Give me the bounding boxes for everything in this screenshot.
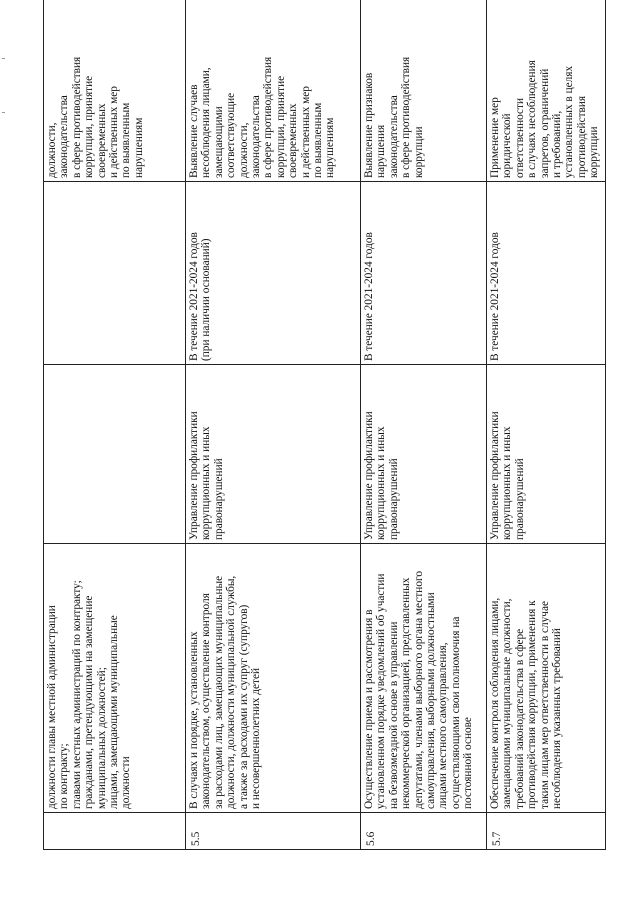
responsible-unit: Управление профилактики коррупционных и иных правонарушений (361, 365, 487, 544)
table-row (487, 0, 606, 850)
scan-mark (2, 112, 5, 113)
responsible-unit: Управление профилактики коррупционных и иных правонарушений (487, 365, 606, 544)
table-row (44, 0, 186, 850)
measure-name: должности главы местной администрации по контракту; главами местных администраций по контракту; гражданами, претендующими на замещение муниципальных должностей; лицами, замещающими муниципальные должности (44, 544, 186, 813)
expected-result: Применение мер юридической ответственности в случаях несоблюдения запретов, ограничений и требований, установленных в целях противодействия коррупции (487, 0, 606, 182)
measures-table (43, 0, 606, 850)
measure-name: В случаях и порядке, установленных законодательством, осуществление контроля за расходами лиц, замещающих муниципальные должности, должности муниципальной службы, а также за расходами их супруг (супругов) и несовершеннолетних детей (186, 544, 361, 813)
responsible-unit: Управление профилактики коррупционных и иных правонарушений (186, 365, 361, 544)
expected-result: Выявление случаев несоблюдения лицами, замещающими соответствующие должности, законодательства в сфере противодействия коррупции, принятие своевременных и действенных мер по выявленным нарушениям (186, 0, 361, 182)
measure-name: Обеспечение контроля соблюдения лицами, замещающими муниципальные должности, требований законодательства в сфере противодействия коррупции, применения к таким лицам мер ответственности в случае несоблюдения указанных требований (487, 544, 606, 813)
row-number (44, 813, 186, 850)
deadline: В течение 2021-2024 годов (при наличии оснований) (186, 182, 361, 365)
rotated-table-page (43, 30, 605, 850)
expected-result: Выявление признаков нарушения законодательства в сфере противодействия коррупции (361, 0, 487, 182)
expected-result: должности, законодательства в сфере противодействия коррупции, принятие своевременных и действенных мер по выявленным нарушениям (44, 0, 186, 182)
row-number: 5.7 (487, 813, 606, 850)
row-number: 5.5 (186, 813, 361, 850)
row-number: 5.6 (361, 813, 487, 850)
measure-name: Осуществление приема и рассмотрения в установленном порядке уведомлений об участии на безвозмездной основе в управлении некоммерческой организацией, представленных депутатами, членами выборного органа местного самоуправления, выборными должностными лицами местного самоуправления, осуществляющими свои полномочия на постоянной основе (361, 544, 487, 813)
table-row (361, 0, 487, 850)
deadline: В течение 2021-2024 годов (361, 182, 487, 365)
table-row (186, 0, 361, 850)
deadline: В течение 2021-2024 годов (487, 182, 606, 365)
deadline (44, 182, 186, 365)
scan-mark (2, 58, 5, 59)
responsible-unit (44, 365, 186, 544)
